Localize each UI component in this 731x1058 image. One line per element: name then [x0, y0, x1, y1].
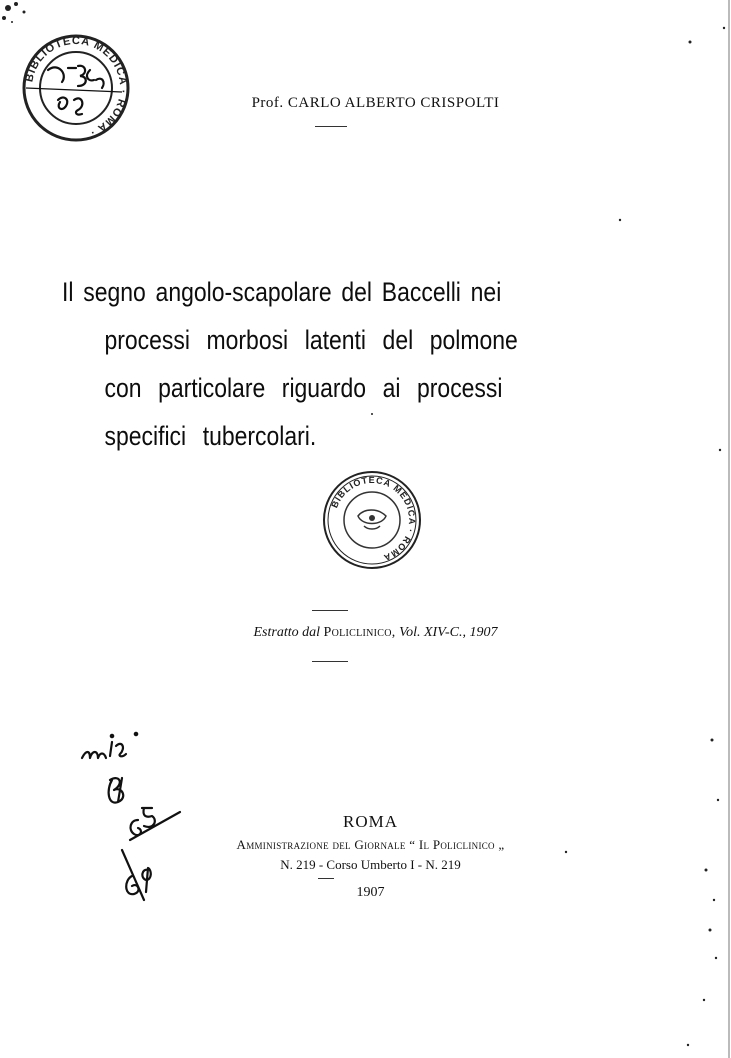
- extract-volume: Vol. XIV-C., 1907: [399, 625, 498, 640]
- author-name: Prof. CARLO ALBERTO CRISPOLTI: [251, 95, 500, 111]
- svg-text:BIBLIOTECA MEDICA · ROMA ·: BIBLIOTECA MEDICA · ROMA ·: [23, 34, 130, 139]
- imprint-city: ROMA: [342, 812, 398, 831]
- title-line-3: con particolare riguardo ai processi: [104, 373, 503, 403]
- svg-text:BIBLIOTECA MEDICA · ROMA: BIBLIOTECA MEDICA · ROMA: [329, 474, 418, 564]
- title-line-1: Il segno angolo-scapolare del Baccelli nei: [62, 277, 502, 307]
- title-line-4: specifici tubercolari.: [104, 421, 317, 451]
- extract-prefix: Estratto dal: [253, 625, 320, 640]
- imprint-address: N. 219 - Corso Umberto I - N. 219: [280, 857, 461, 872]
- extract-journal: Policlinico,: [323, 625, 396, 640]
- imprint-publisher: Amministrazione del Giornale “ Il Policlinico „: [236, 837, 505, 852]
- imprint-year: 1907: [356, 885, 385, 900]
- title-line-2: processi morbosi latenti del polmone: [104, 325, 518, 355]
